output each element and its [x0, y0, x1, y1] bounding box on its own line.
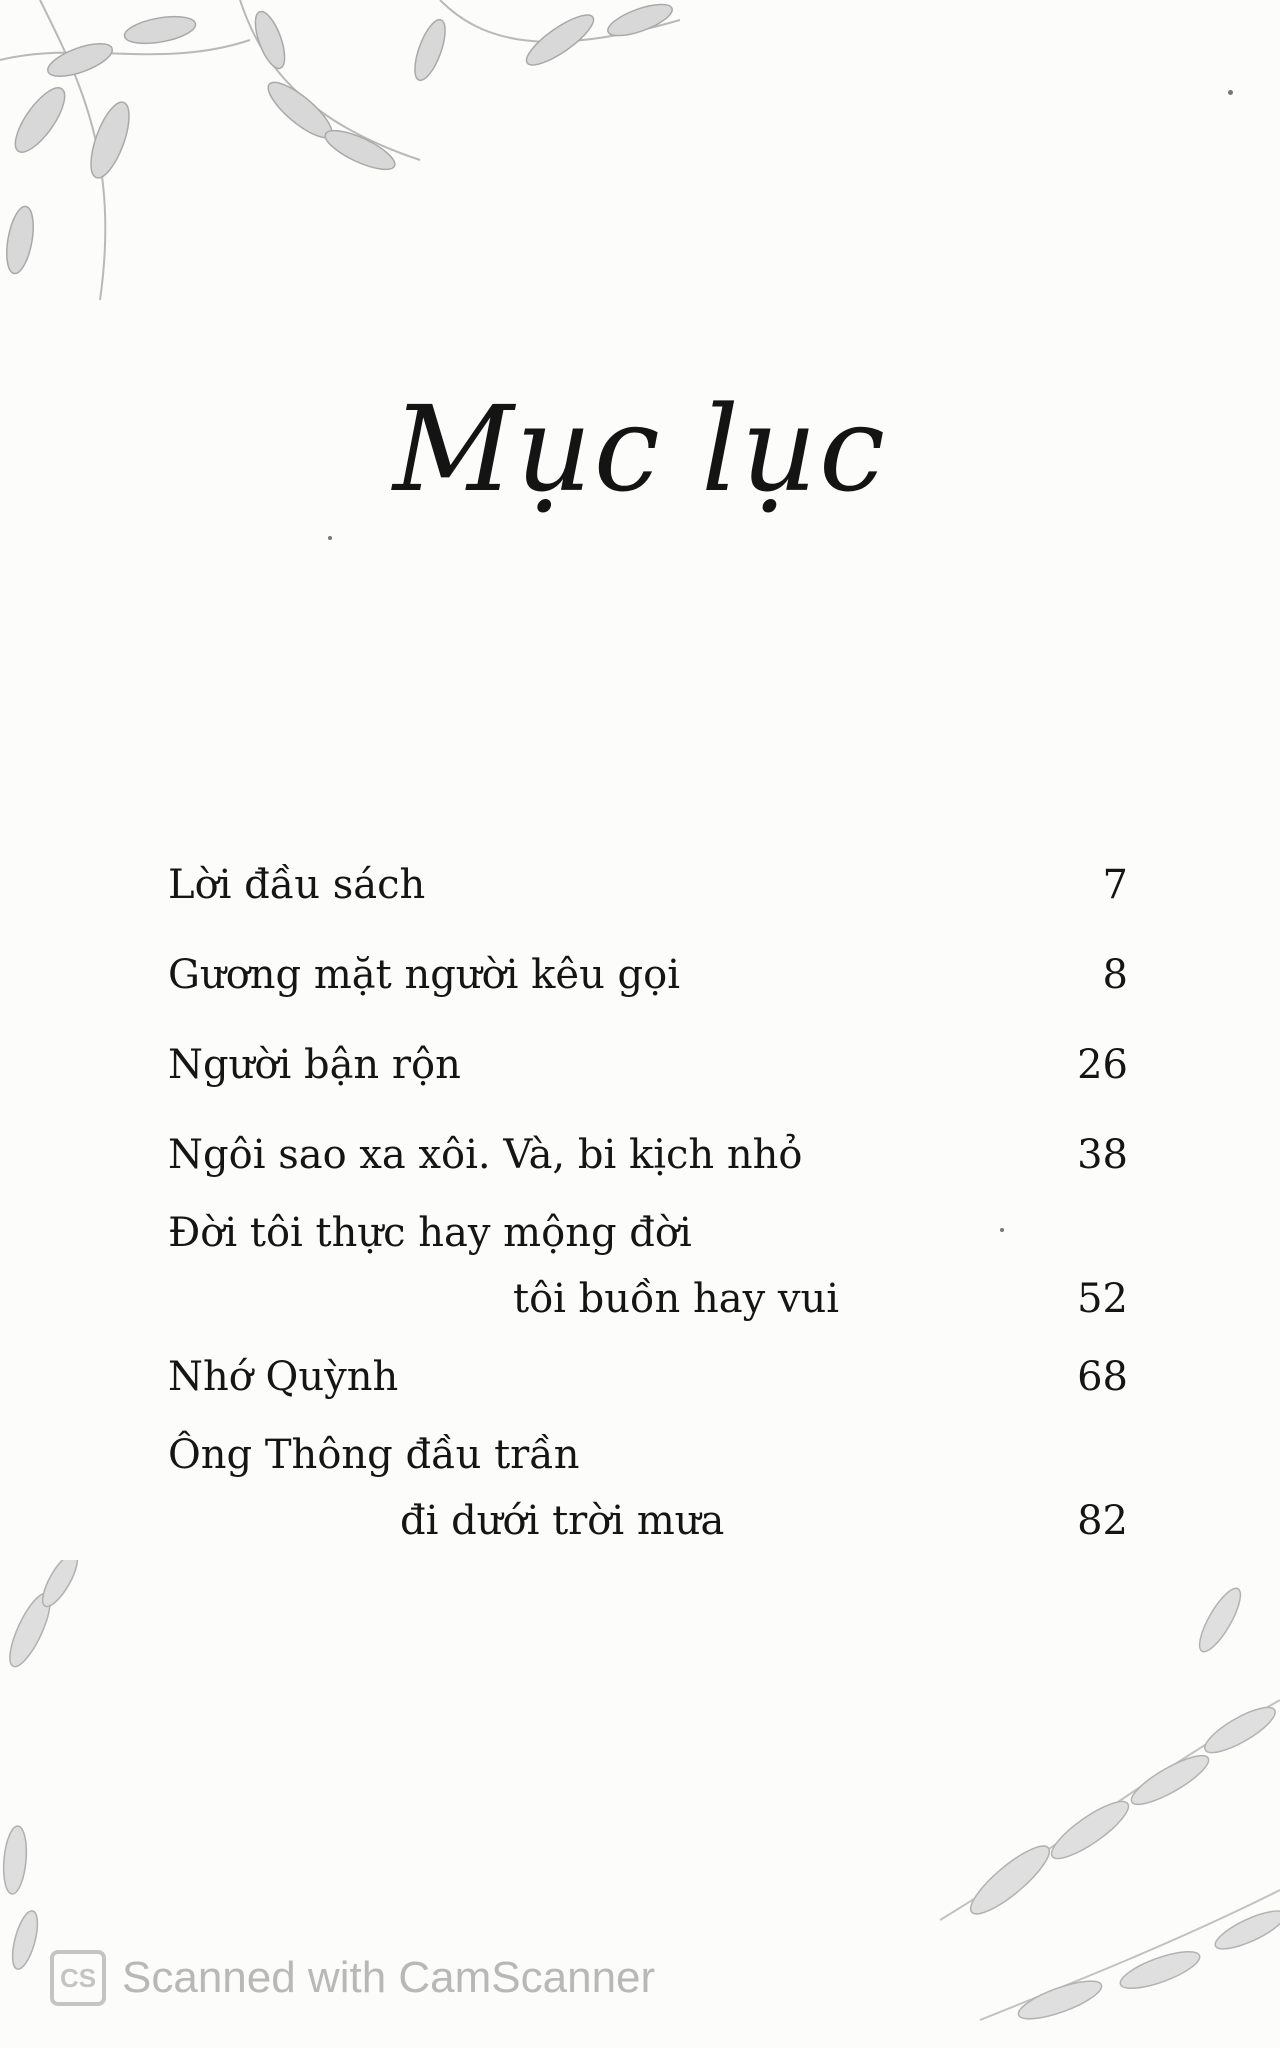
- table-of-contents: [168, 840, 1128, 1554]
- leaf-decoration-icon: [0, 0, 720, 320]
- toc-entry: [168, 1200, 1128, 1332]
- toc-entry: [168, 1332, 1128, 1422]
- toc-entry-title: Người bận rộn: [168, 1042, 461, 1088]
- toc-entry-title: Đời tôi thực hay mộng đời: [168, 1210, 692, 1256]
- toc-entry: [168, 1020, 1128, 1110]
- leaf-decoration-icon: [920, 1560, 1280, 2048]
- toc-entry-title: Ông Thông đầu trần: [168, 1432, 580, 1478]
- toc-entry-page: 7: [1102, 862, 1128, 908]
- watermark-text: Scanned with CamScanner: [122, 1953, 656, 2002]
- camscanner-watermark: [50, 1948, 655, 2008]
- toc-entry-title: Gương mặt người kêu gọi: [168, 952, 681, 998]
- toc-entry-title: Lời đầu sách: [168, 862, 426, 908]
- speck: [328, 536, 332, 540]
- toc-entry-title-continuation: đi dưới trời mưa: [400, 1498, 725, 1544]
- toc-entry: [168, 840, 1128, 930]
- speck: [1228, 90, 1233, 95]
- camscanner-logo-icon: CS: [50, 1950, 106, 2006]
- toc-entry-title: Ngôi sao xa xôi. Và, bi kịch nhỏ: [168, 1132, 803, 1178]
- toc-entry-title-continuation: tôi buồn hay vui: [513, 1276, 840, 1322]
- toc-entry-page: 82: [1077, 1498, 1128, 1544]
- toc-entry-page: 8: [1102, 952, 1128, 998]
- toc-entry: [168, 1422, 1128, 1554]
- toc-entry-page: 52: [1077, 1276, 1128, 1322]
- toc-entry: [168, 1110, 1128, 1200]
- toc-entry-title: Nhớ Quỳnh: [168, 1354, 399, 1400]
- toc-entry-page: 68: [1077, 1354, 1128, 1400]
- page-title: Mục lục: [392, 380, 888, 518]
- toc-entry-page: 26: [1077, 1042, 1128, 1088]
- toc-entry: [168, 930, 1128, 1020]
- toc-entry-page: 38: [1077, 1132, 1128, 1178]
